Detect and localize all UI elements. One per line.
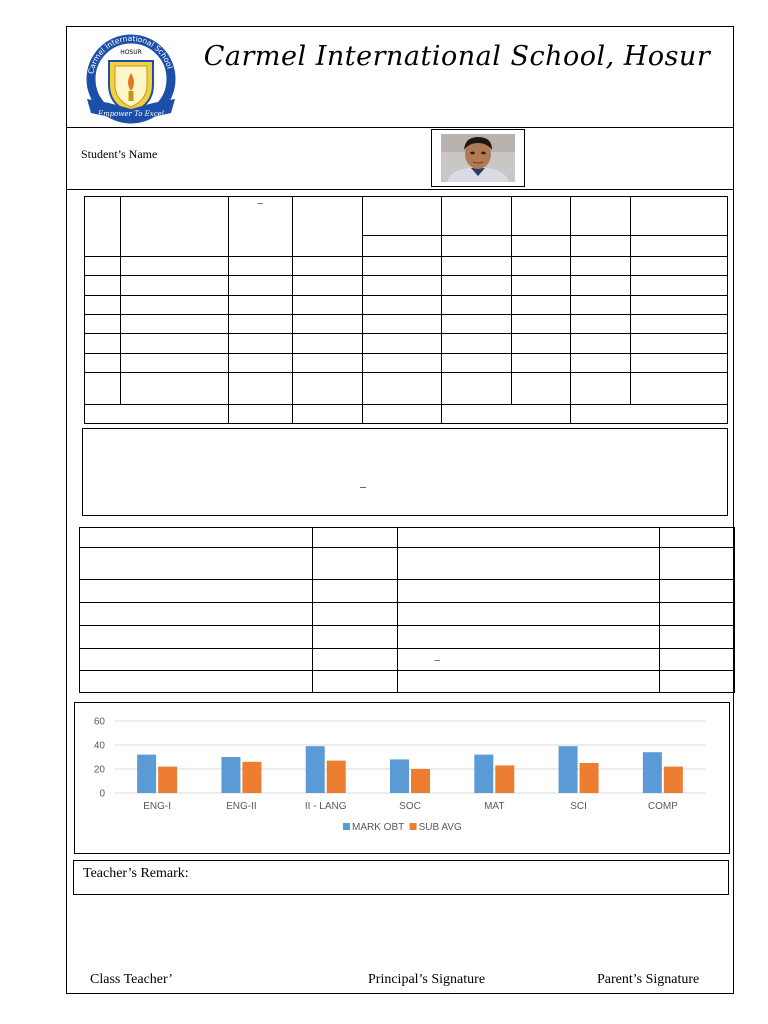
table-row	[85, 353, 728, 372]
school-name: Carmel International School, Hosur	[203, 41, 711, 72]
report-header	[67, 27, 733, 128]
table-row	[85, 295, 728, 314]
y-tick-label: 20	[93, 764, 105, 776]
summary-dash: –	[360, 479, 366, 493]
bar-sub-avg	[495, 765, 514, 793]
x-tick-label: ENG-I	[143, 801, 172, 812]
x-tick-label: SCI	[570, 801, 587, 812]
table-row	[85, 373, 728, 405]
marks-bar-chart	[75, 703, 731, 855]
table-row	[85, 276, 728, 295]
bar-mark-obt	[390, 759, 409, 793]
marks-header-row	[85, 197, 728, 236]
marks-table	[84, 196, 728, 424]
student-photo	[441, 134, 515, 182]
bar-sub-avg	[242, 762, 261, 793]
table-row	[80, 626, 735, 649]
teacher-remark-box	[73, 860, 729, 895]
table-row	[85, 257, 728, 276]
table-row	[80, 603, 735, 626]
x-tick-label: COMP	[647, 801, 678, 812]
marks-header-dash: –	[257, 197, 263, 209]
x-tick-label: II - LANG	[304, 801, 347, 812]
y-tick-label: 0	[99, 788, 105, 800]
bar-sub-avg	[327, 761, 346, 793]
table-row	[80, 548, 735, 580]
table-row	[85, 334, 728, 353]
result-summary-box	[82, 428, 728, 516]
parent-signature: Parent’s Signature	[597, 972, 700, 987]
marks-chart	[74, 702, 730, 854]
legend-label: SUB AVG	[418, 822, 462, 833]
logo-motto-text: Empower To Excel	[97, 110, 165, 118]
bar-sub-avg	[158, 767, 177, 793]
logo-arc-text: Carmel International School	[86, 33, 175, 75]
teacher-remark-label: Teacher’s Remark:	[83, 866, 189, 881]
bar-mark-obt	[474, 755, 493, 793]
student-row	[67, 127, 733, 190]
co-table-dash: –	[434, 653, 440, 666]
x-tick-label: MAT	[484, 801, 505, 812]
student-photo-box	[431, 129, 525, 187]
bar-sub-avg	[411, 769, 430, 793]
student-name-label: Student’s Name	[81, 147, 158, 161]
co-header-row	[80, 528, 735, 548]
bar-mark-obt	[306, 746, 325, 793]
bar-mark-obt	[559, 746, 578, 793]
bar-mark-obt	[221, 757, 240, 793]
legend-swatch	[410, 823, 417, 830]
legend-swatch	[343, 823, 350, 830]
y-tick-label: 40	[93, 740, 105, 752]
bar-sub-avg	[664, 767, 683, 793]
y-tick-label: 60	[93, 716, 105, 728]
x-tick-label: ENG-II	[226, 801, 257, 812]
bar-sub-avg	[580, 763, 599, 793]
legend-label: MARK OBT	[352, 822, 405, 833]
logo-city-text: HOSUR	[120, 49, 142, 56]
co-scholastic-table	[79, 527, 735, 693]
table-row	[80, 649, 735, 671]
x-tick-label: SOC	[399, 801, 421, 812]
table-row	[85, 315, 728, 334]
principal-signature: Principal’s Signature	[368, 972, 486, 987]
school-logo	[79, 33, 183, 125]
bar-mark-obt	[643, 752, 662, 793]
table-row	[80, 580, 735, 603]
table-row	[80, 671, 735, 693]
class-teacher-signature: Class Teacher’	[90, 972, 173, 987]
bar-mark-obt	[137, 755, 156, 793]
marks-total-row	[85, 404, 728, 423]
